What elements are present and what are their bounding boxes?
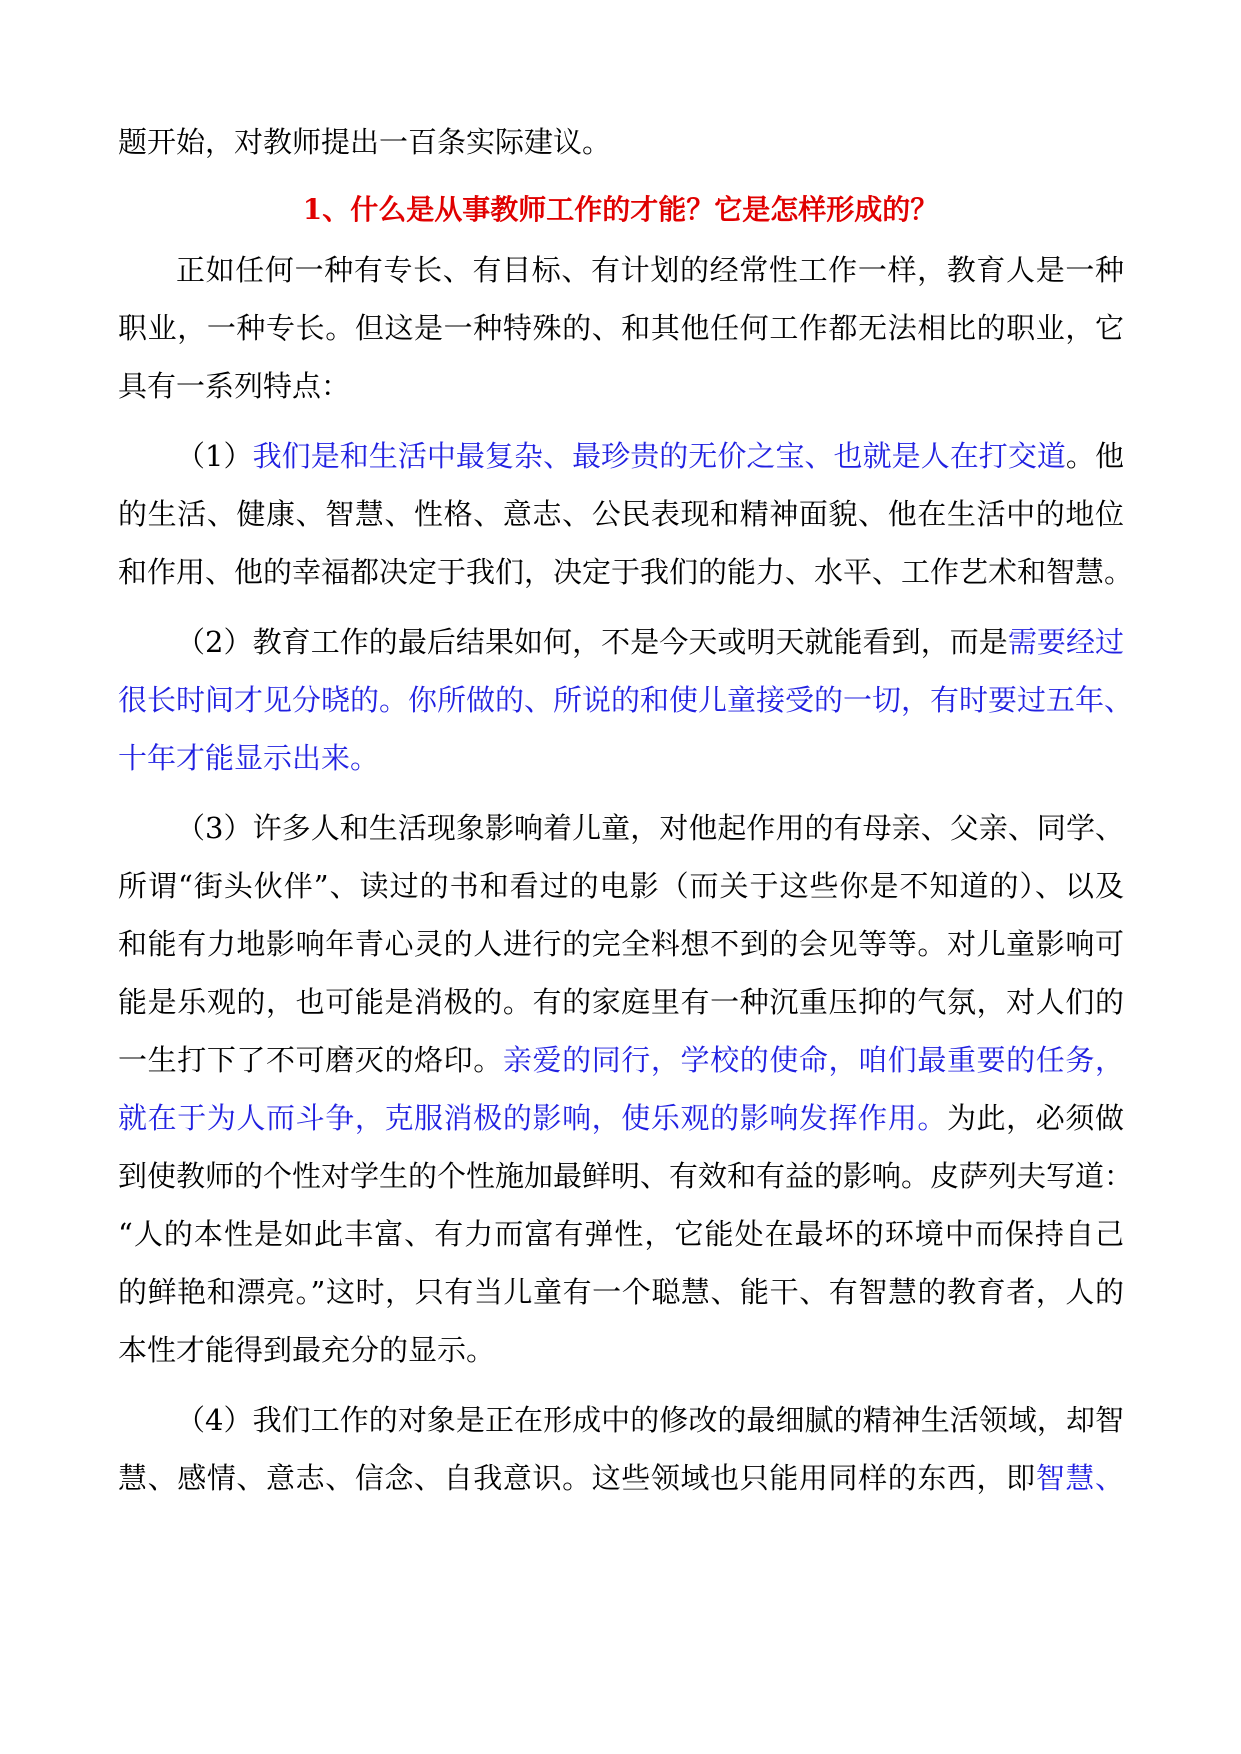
text-segment: 的鲜艳和漂亮。”这时，只有当儿童有一个聪慧、能干、有智慧的教育者，人的 [118, 1275, 1124, 1309]
text-line [118, 366, 1124, 406]
text-segment: 和能有力地影响年青心灵的人进行的完全料想不到的会见等等。对儿童影响可 [118, 927, 1124, 961]
text-line [118, 1098, 1124, 1138]
text-segment: 题开始，对教师提出一百条实际建议。 [118, 125, 612, 159]
text-segment: 正如任何一种有专长、有目标、有计划的经常性工作一样，教育人是一种 [176, 253, 1124, 287]
text-segment: 慧、感情、意志、信念、自我意识。这些领域也只能用同样的东西，即 [118, 1461, 1036, 1495]
text-line [118, 738, 1124, 778]
highlighted-text: 我们是和生活中最复杂、最珍贵的无价之宝、也就是人在打交道 [252, 439, 1066, 473]
text-line [118, 1214, 1124, 1254]
highlighted-text: 十年才能显示出来。 [118, 741, 380, 775]
text-line [118, 122, 1124, 162]
text-segment: 的生活、健康、智慧、性格、意志、公民表现和精神面貌、他在生活中的地位 [118, 497, 1124, 531]
paragraph-first-line [176, 1400, 1124, 1440]
text-segment: 一生打下了不可磨灭的烙印。 [118, 1043, 503, 1077]
paragraph-first-line [176, 808, 1124, 848]
text-segment: （2）教育工作的最后结果如何，不是今天或明天就能看到，而是 [176, 625, 1008, 659]
text-segment: “人的本性是如此丰富、有力而富有弹性，它能处在最坏的环境中而保持自己 [118, 1217, 1124, 1251]
text-segment: 具有一系列特点： [118, 369, 351, 403]
text-segment: 能是乐观的，也可能是消极的。有的家庭里有一种沉重压抑的气氛，对人们的 [118, 985, 1124, 1019]
text-line [118, 1272, 1124, 1312]
text-segment: 和作用、他的幸福都决定于我们，决定于我们的能力、水平、工作艺术和智慧。 [118, 555, 1134, 589]
text-line [118, 552, 1134, 592]
text-segment: 本性才能得到最充分的显示。 [118, 1333, 496, 1367]
text-segment: 所谓“街头伙伴”、读过的书和看过的电影（而关于这些你是不知道的）、以及 [118, 869, 1124, 903]
text-line [118, 982, 1124, 1022]
text-segment: 到使教师的个性对学生的个性施加最鲜明、有效和有益的影响。皮萨列夫写道： [118, 1159, 1134, 1193]
text-segment: （1） [176, 439, 253, 473]
paragraph-first-line [176, 436, 1124, 476]
heading-text: 1、什么是从事教师工作的才能？它是怎样形成的？ [302, 193, 939, 226]
text-line [118, 866, 1124, 906]
highlighted-text: 智慧、 [1035, 1461, 1124, 1495]
text-line [118, 1330, 1124, 1370]
text-line [118, 924, 1124, 964]
highlighted-text: 就在于为人而斗争，克服消极的影响，使乐观的影响发挥作用。 [118, 1101, 947, 1135]
highlighted-text: 需要经过 [1007, 625, 1124, 659]
paragraph-first-line [176, 250, 1124, 290]
text-line [118, 1040, 1124, 1080]
text-segment: 职业，一种专长。但这是一种特殊的、和其他任何工作都无法相比的职业，它 [118, 311, 1124, 345]
text-segment: （3）许多人和生活现象影响着儿童，对他起作用的有母亲、父亲、同学、 [176, 811, 1124, 845]
text-line [118, 308, 1124, 348]
section-heading [0, 190, 1241, 230]
text-line [118, 1458, 1124, 1498]
text-segment: （4）我们工作的对象是正在形成中的修改的最细腻的精神生活领域，却智 [176, 1403, 1124, 1437]
text-line [118, 1156, 1134, 1196]
text-segment: 为此，必须做 [946, 1101, 1124, 1135]
text-line [118, 494, 1124, 534]
highlighted-text: 很长时间才见分晓的。你所做的、所说的和使儿童接受的一切，有时要过五年、 [118, 683, 1134, 717]
text-segment: 。他 [1065, 439, 1124, 473]
paragraph-first-line [176, 622, 1124, 662]
highlighted-text: 亲爱的同行，学校的使命，咱们最重要的任务， [502, 1043, 1124, 1077]
text-line [118, 680, 1134, 720]
